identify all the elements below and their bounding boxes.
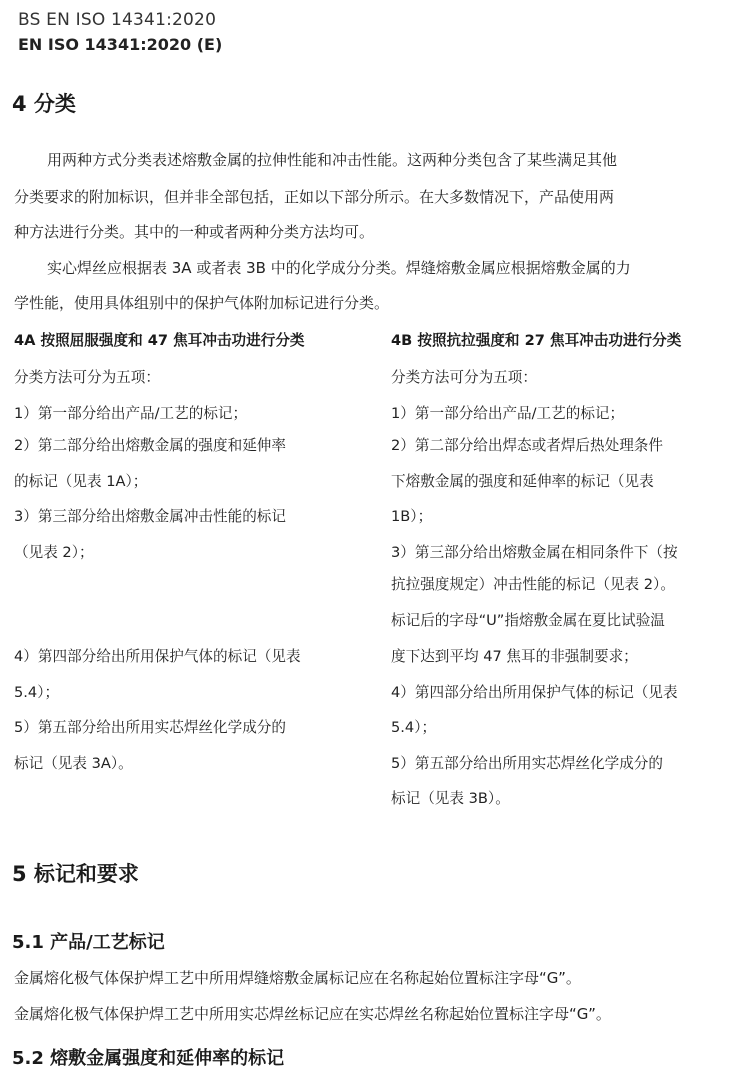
- list-line: 下熔敷金属的强度和延伸率的标记（见表: [391, 473, 654, 490]
- paragraph-line: 用两种方式分类表述熔敷金属的拉伸性能和冲击性能。这两种分类包含了某些满足其他: [47, 151, 618, 169]
- paragraph-line: 学性能，使用具体组别中的保护气体附加标记进行分类。: [14, 294, 390, 312]
- list-line: 1）第一部分给出产品/工艺的标记；: [14, 405, 248, 422]
- list-line: 标记（见表 3B）。: [391, 790, 510, 807]
- section-5-heading: 5 标记和要求: [12, 862, 139, 886]
- standard-number-en: EN ISO 14341:2020 (E): [18, 35, 223, 54]
- list-line: 1）第一部分给出产品/工艺的标记；: [391, 405, 625, 422]
- paragraph-line: 分类要求的附加标识，但并非全部包括，正如以下部分所示。在大多数情况下，产品使用两: [14, 188, 615, 206]
- paragraph-line: 金属熔化极气体保护焊工艺中所用实芯焊丝标记应在实芯焊丝名称起始位置标注字母“G”。: [14, 1005, 611, 1023]
- paragraph-line: 种方法进行分类。其中的一种或者两种分类方法均可。: [14, 223, 375, 241]
- list-line: 标记后的字母“U”指熔敷金属在夏比试验温: [391, 612, 665, 629]
- list-line: 4）第四部分给出所用保护气体的标记（见表: [391, 684, 678, 701]
- list-line: 分类方法可分为五项：: [391, 369, 537, 386]
- list-line: 分类方法可分为五项：: [14, 369, 160, 386]
- list-line: 1B）；: [391, 508, 433, 525]
- paragraph-line: 实心焊丝应根据表 3A 或者表 3B 中的化学成分分类。焊缝熔敷金属应根据熔敷金属的力: [47, 259, 631, 277]
- paragraph-line: 金属熔化极气体保护焊工艺中所用焊缝熔敷金属标记应在名称起始位置标注字母“G”。: [14, 969, 581, 987]
- section-4-heading: 4 分类: [12, 92, 76, 116]
- list-line: 2）第二部分给出熔敷金属的强度和延伸率: [14, 437, 286, 454]
- list-line: （见表 2）；: [14, 544, 94, 561]
- list-line: 5.4）；: [14, 684, 60, 701]
- section-5-1-heading: 5.1 产品/工艺标记: [12, 932, 165, 953]
- list-line: 4）第四部分给出所用保护气体的标记（见表: [14, 648, 301, 665]
- list-line: 5）第五部分给出所用实芯焊丝化学成分的: [391, 755, 663, 772]
- list-line: 3）第三部分给出熔敷金属冲击性能的标记: [14, 508, 286, 525]
- section-5-2-heading: 5.2 熔敷金属强度和延伸率的标记: [12, 1048, 285, 1069]
- subsection-4b-title: 4B 按照抗拉强度和 27 焦耳冲击功进行分类: [391, 332, 682, 349]
- subsection-4a-title: 4A 按照屈服强度和 47 焦耳冲击功进行分类: [14, 332, 305, 349]
- right-column-4b: [391, 329, 746, 809]
- list-line: 5）第五部分给出所用实芯焊丝化学成分的: [14, 719, 286, 736]
- list-line: 3）第三部分给出熔敷金属在相同条件下（按: [391, 544, 678, 561]
- list-line: 2）第二部分给出焊态或者焊后热处理条件: [391, 437, 663, 454]
- left-column-4a: [14, 329, 369, 789]
- list-line: 5.4）；: [391, 719, 437, 736]
- list-line: 抗拉强度规定）冲击性能的标记（见表 2）。: [391, 576, 675, 593]
- standard-number: BS EN ISO 14341:2020: [18, 10, 217, 30]
- list-line: 标记（见表 3A）。: [14, 755, 133, 772]
- list-line: 的标记（见表 1A）；: [14, 473, 148, 490]
- list-line: 度下达到平均 47 焦耳的非强制要求；: [391, 648, 638, 665]
